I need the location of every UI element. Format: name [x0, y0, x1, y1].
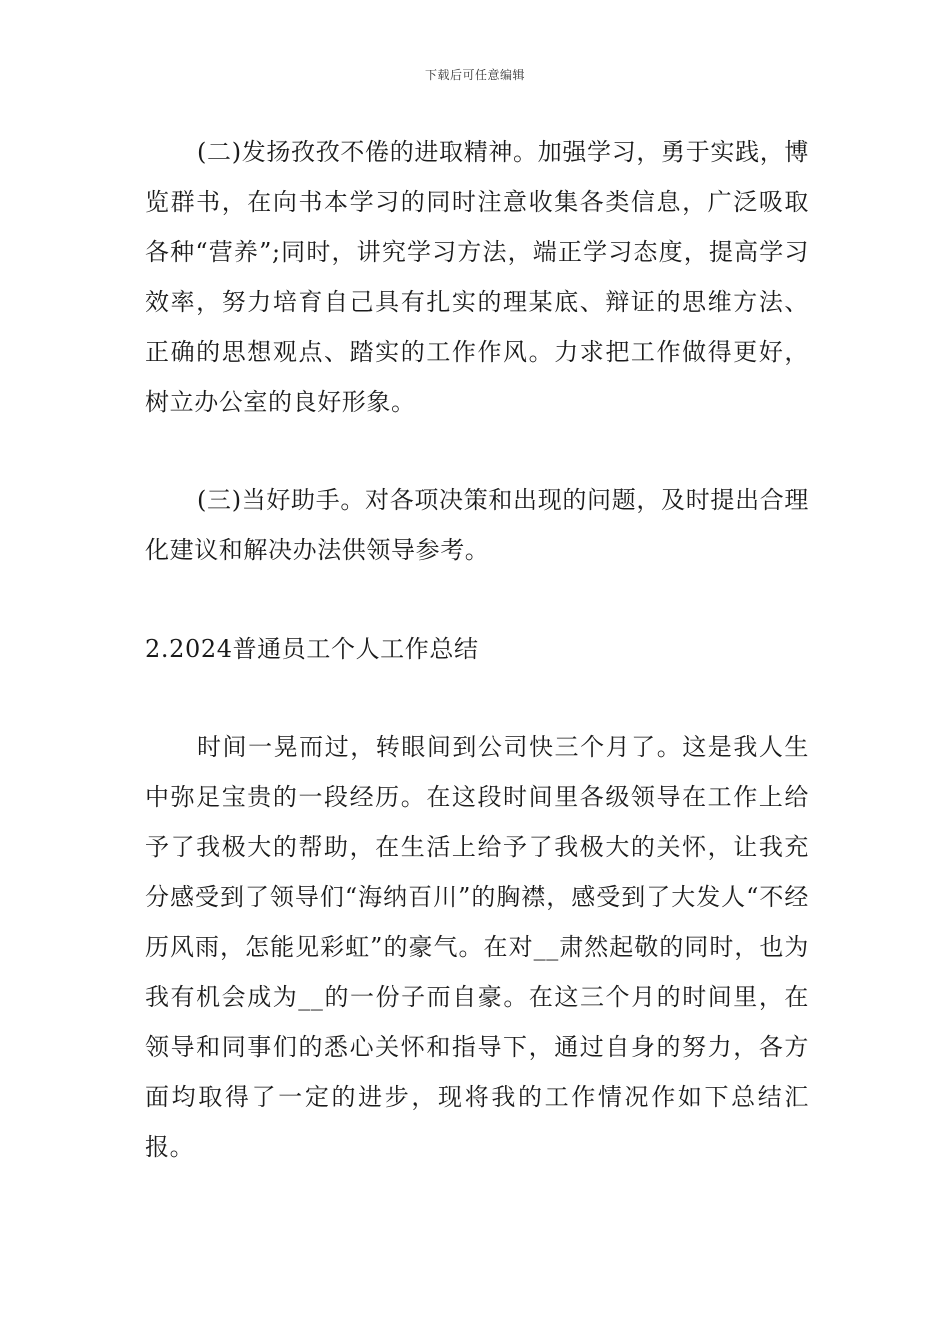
section-heading: 2.2024普通员工个人工作总结	[145, 635, 479, 663]
paragraph-good-assistant: (三)当好助手。对各项决策和出现的问题，及时提出合理化建议和解决办法供领导参考。	[145, 486, 809, 564]
paragraph-learning-spirit: (二)发扬孜孜不倦的进取精神。加强学习，勇于实践，博览群书，在向书本学习的同时注意收集各类信息，广泛吸取各种“营养”;同时，讲究学习方法，端正学习态度，提高学习效率，努力培育自己具有扎实的理某底、辩证的思维方法、正确的思想观点、踏实的工作作风。力求把工作做得更好，树立办公室的良好形象。	[145, 138, 809, 416]
paragraph-summary-intro: 时间一晃而过，转眼间到公司快三个月了。这是我人生中弥足宝贵的一段经历。在这段时间里各级领导在工作上给予了我极大的帮助，在生活上给予了我极大的关怀，让我充分感受到了领导们“海纳百川”的胸襟，感受到了大发人“不经历风雨，怎能见彩虹”的豪气。在对__肃然起敬的同时，也为我有机会成为__的一份子而自豪。在这三个月的时间里，在领导和同事们的悉心关怀和指导下，通过自身的努力，各方面均取得了一定的进步，现将我的工作情况作如下总结汇报。	[145, 733, 809, 1161]
header-note: 下载后可任意编辑	[424, 68, 525, 82]
